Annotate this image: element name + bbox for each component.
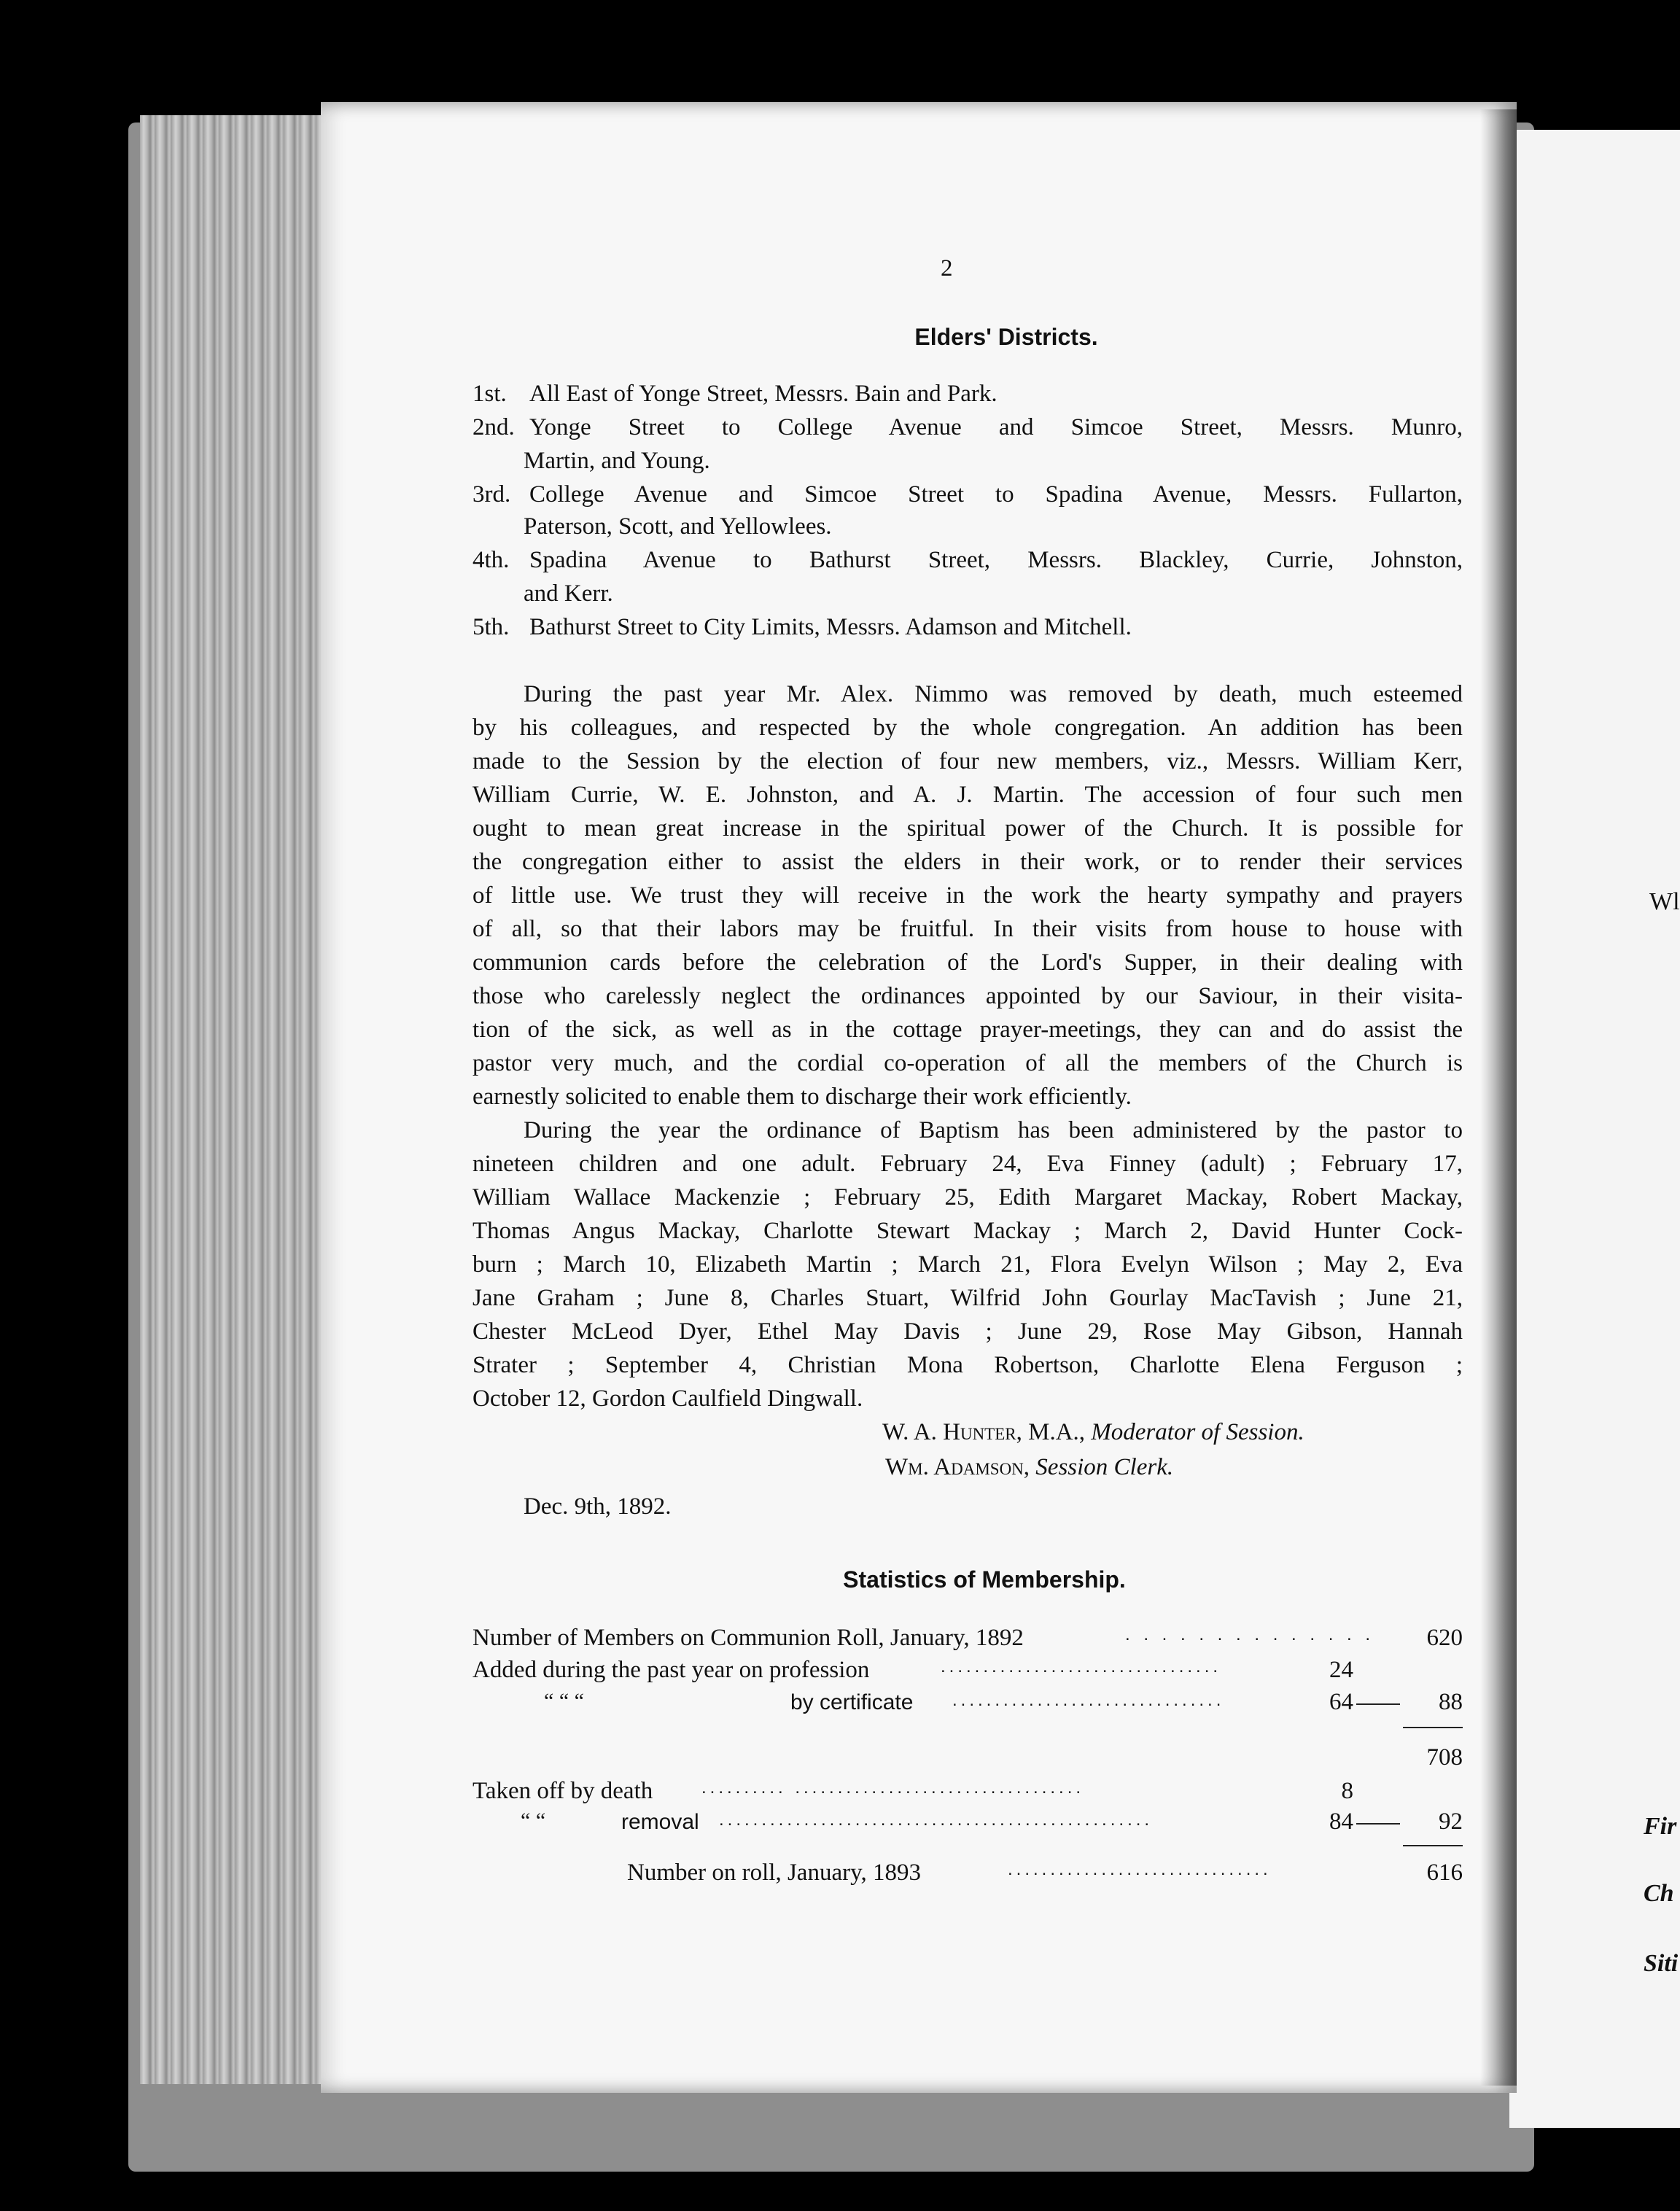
district-line: Bathurst Street to City Limits, Messrs. Adamson and Mitchell. xyxy=(529,614,1132,640)
elders-heading: Elders' Districts. xyxy=(914,324,1098,350)
paragraph-line: earnestly solicited to enable them to discharge their work efficiently. xyxy=(472,1084,1132,1110)
paragraph-line: burn ; March 10, Elizabeth Martin ; March 21, Flora Evelyn Wilson ; May 2, Eva xyxy=(472,1251,1463,1278)
adjacent-page xyxy=(1509,130,1680,2128)
district-line: and Kerr. xyxy=(524,580,613,607)
paragraph-line: of all, so that their labors may be fruitful. In their visits from house to house with xyxy=(472,916,1463,942)
adjacent-page-fragment: Ch xyxy=(1644,1880,1674,1907)
stat-value: 64 xyxy=(1329,1689,1353,1715)
leader-dots: ................................ xyxy=(952,1690,1225,1710)
stat-value: 84 xyxy=(1329,1808,1353,1835)
stat-label: Added during the past year on profession xyxy=(472,1657,870,1683)
paragraph-line: by his colleagues, and respected by the whole congregation. An addition has been xyxy=(472,715,1463,741)
district-line: Paterson, Scott, and Yellowlees. xyxy=(524,513,832,540)
stat-label: removal xyxy=(621,1810,699,1834)
book-page xyxy=(321,102,1517,2093)
page-edges xyxy=(140,115,335,2084)
signature-clerk xyxy=(885,1456,1173,1480)
signature-title: Moderator of Session. xyxy=(1091,1419,1304,1445)
stat-label: Taken off by death xyxy=(472,1778,653,1804)
report-date: Dec. 9th, 1892. xyxy=(524,1493,672,1520)
adjacent-page-fragment: Siti xyxy=(1644,1950,1679,1977)
statistics-heading: Statistics of Membership. xyxy=(843,1566,1126,1593)
paragraph-line: those who carelessly neglect the ordinances appointed by our Saviour, in their visita- xyxy=(472,983,1463,1009)
signature-name: Wm. Adamson, xyxy=(885,1454,1036,1480)
district-line: Yonge Street to College Avenue and Simcoe Street, Messrs. Munro, xyxy=(529,414,1463,440)
leader-dots: .......... .................................. xyxy=(701,1778,1085,1798)
stat-total: 92 xyxy=(1439,1808,1463,1835)
paragraph-line: William Wallace Mackenzie ; February 25, Edith Margaret Mackay, Robert Mackay, xyxy=(472,1184,1463,1211)
leader-dots: ................................. xyxy=(941,1657,1222,1676)
paragraph-line: October 12, Gordon Caulfield Dingwall. xyxy=(472,1386,863,1412)
district-number: 2nd. xyxy=(472,414,515,440)
district-line: All East of Yonge Street, Messrs. Bain and Park. xyxy=(529,381,998,407)
paragraph-line: communion cards before the celebration of the Lord's Supper, in their dealing with xyxy=(472,949,1463,976)
paragraph-line: of little use. We trust they will receive in the work the hearty sympathy and prayers xyxy=(472,882,1463,909)
bracket-rule xyxy=(1356,1703,1400,1705)
stat-value: 8 xyxy=(1341,1778,1353,1804)
district-number: 4th. xyxy=(472,547,510,573)
district-number: 1st. xyxy=(472,381,507,407)
district-line: College Avenue and Simcoe Street to Spadina Avenue, Messrs. Fullarton, xyxy=(529,481,1463,508)
paragraph-line: pastor very much, and the cordial co-operation of all the members of the Church is xyxy=(472,1050,1463,1076)
paragraph-line: nineteen children and one adult. February 24, Eva Finney (adult) ; February 17, xyxy=(472,1151,1463,1177)
signature-name: W. A. Hunter, M.A., xyxy=(882,1419,1092,1445)
leader-dots: ............................... xyxy=(1008,1860,1272,1879)
paragraph-line: Chester McLeod Dyer, Ethel May Davis ; June 29, Rose May Gibson, Hannah xyxy=(472,1318,1463,1345)
sum-rule xyxy=(1403,1845,1463,1846)
paragraph-line: Strater ; September 4, Christian Mona Robertson, Charlotte Elena Ferguson ; xyxy=(472,1352,1463,1378)
adjacent-page-fragment: Wl xyxy=(1649,888,1680,915)
district-line: Martin, and Young. xyxy=(524,448,710,474)
stat-total: 616 xyxy=(1426,1860,1463,1886)
paragraph-line: During the year the ordinance of Baptism has been administered by the pastor to xyxy=(524,1117,1463,1143)
paragraph-line: tion of the sick, as well as in the cottage prayer-meetings, they can and do assist the xyxy=(472,1017,1463,1043)
paragraph-line: During the past year Mr. Alex. Nimmo was removed by death, much esteemed xyxy=(524,681,1463,707)
paragraph-line: Thomas Angus Mackay, Charlotte Stewart Mackay ; March 2, David Hunter Cock- xyxy=(472,1218,1463,1244)
district-number: 5th. xyxy=(472,614,510,640)
stat-label: Number on roll, January, 1893 xyxy=(627,1860,921,1886)
stat-label: by certificate xyxy=(790,1690,914,1714)
leader-dots: . . . . . . . . . . . . . . xyxy=(1125,1625,1375,1644)
paragraph-line: the congregation either to assist the elders in their work, or to render their services xyxy=(472,849,1463,875)
signature-title: Session Clerk. xyxy=(1035,1454,1174,1480)
stat-value: 24 xyxy=(1329,1657,1353,1683)
district-line: Spadina Avenue to Bathurst Street, Messrs. Blackley, Currie, Johnston, xyxy=(529,547,1463,573)
bracket-rule xyxy=(1356,1823,1400,1825)
leader-dots: ................................................... xyxy=(719,1810,1154,1830)
signature-moderator xyxy=(882,1421,1304,1445)
paragraph-line: Jane Graham ; June 8, Charles Stuart, Wilfrid John Gourlay MacTavish ; June 21, xyxy=(472,1285,1463,1311)
adjacent-page-fragment: Fir xyxy=(1644,1813,1677,1840)
stat-total: 620 xyxy=(1426,1625,1463,1651)
stat-label: Number of Members on Communion Roll, January, 1892 xyxy=(472,1625,1024,1651)
ditto-marks: “ “ xyxy=(521,1808,546,1833)
paragraph-line: William Currie, W. E. Johnston, and A. J. Martin. The accession of four such men xyxy=(472,782,1463,808)
sum-rule xyxy=(1403,1727,1463,1728)
district-number: 3rd. xyxy=(472,481,511,508)
stat-total: 708 xyxy=(1426,1744,1463,1771)
page-gutter-shadow xyxy=(1480,109,1517,2086)
paragraph-line: ought to mean great increase in the spiritual power of the Church. It is possible for xyxy=(472,815,1463,842)
page-number: 2 xyxy=(941,255,953,281)
stat-total: 88 xyxy=(1439,1689,1463,1715)
paragraph-line: made to the Session by the election of four new members, viz., Messrs. William Kerr, xyxy=(472,748,1463,774)
ditto-marks: “ “ “ xyxy=(544,1689,584,1713)
